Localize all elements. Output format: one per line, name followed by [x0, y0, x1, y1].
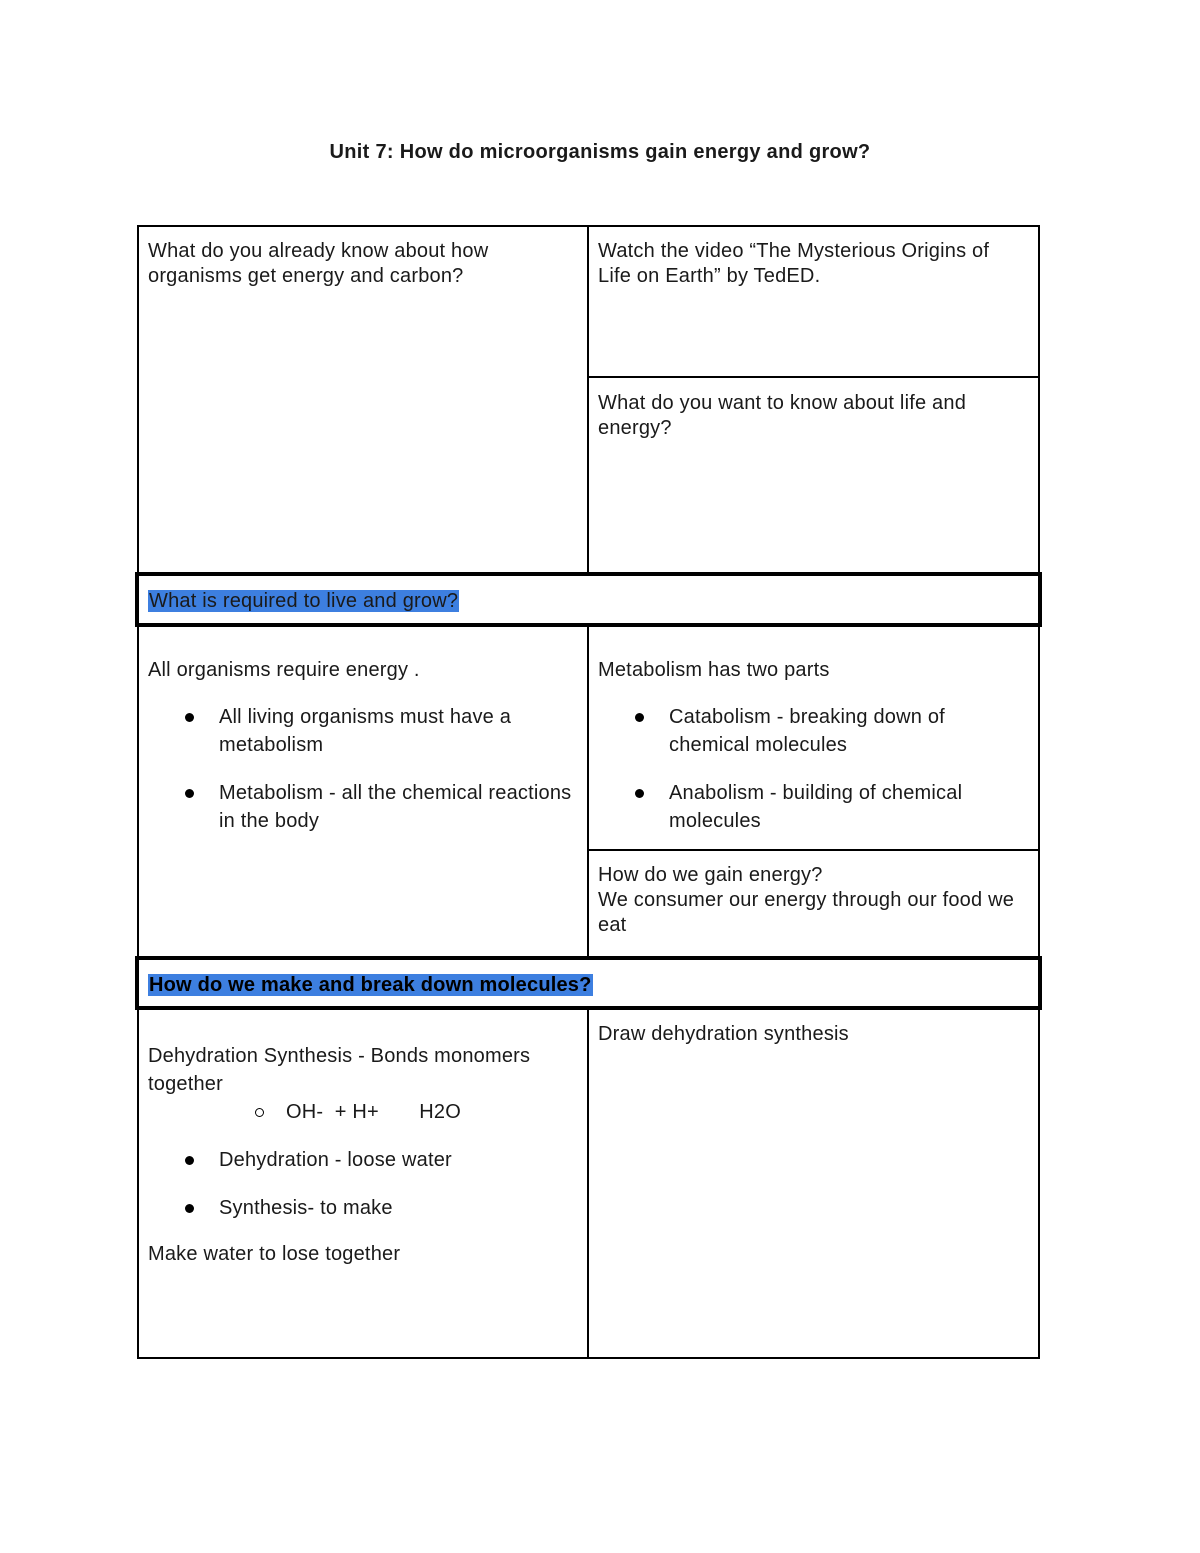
dehydration-cell[interactable] — [148, 1042, 578, 1267]
want-to-know-cell[interactable] — [598, 391, 1023, 441]
metabolism-intro: Metabolism has two parts — [598, 659, 830, 681]
list-item: Synthesis- to make — [148, 1194, 578, 1222]
list-item: Dehydration - loose water — [148, 1146, 578, 1174]
reaction-line: OH- + H+ H2O — [148, 1098, 578, 1126]
dehydration-intro: Dehydration Synthesis - Bonds monomers together — [148, 1045, 531, 1095]
prior-knowledge-prompt: What do you already know about how organisms get energy and carbon? — [148, 240, 489, 287]
gain-energy-question: How do we gain energy? — [598, 864, 823, 886]
list-item: Metabolism - all the chemical reactions in the body — [148, 779, 578, 835]
requirements-intro: All organisms require energy . — [148, 659, 420, 681]
section2-header-text: What is required to live and grow? — [149, 590, 459, 612]
requirements-cell[interactable] — [148, 658, 578, 855]
want-to-know-prompt: What do you want to know about life and energy? — [598, 392, 967, 439]
drawing-cell[interactable] — [598, 1022, 1028, 1047]
bullet-icon — [635, 713, 644, 722]
drawing-prompt: Draw dehydration synthesis — [598, 1023, 849, 1045]
bullet-icon — [185, 1204, 194, 1213]
video-cell[interactable] — [598, 239, 1023, 289]
metabolism-parts-cell[interactable] — [598, 658, 1028, 855]
bullet-icon — [185, 1156, 194, 1165]
bullet-icon — [185, 789, 194, 798]
dehydration-note: Make water to lose together — [148, 1243, 401, 1265]
bullet-icon — [185, 713, 194, 722]
video-prompt: Watch the video “The Mysterious Origins of Life on Earth” by TedED. — [598, 240, 990, 287]
bullet-icon — [635, 789, 644, 798]
gain-energy-cell[interactable] — [598, 863, 1028, 938]
list-item: All living organisms must have a metabolism — [148, 703, 578, 759]
ring-bullet-icon — [255, 1108, 264, 1117]
section2-header — [148, 589, 1028, 614]
list-item: Anabolism - building of chemical molecules — [598, 779, 1028, 835]
section3-header — [148, 973, 1028, 998]
gain-energy-answer: We consumer our energy through our food we eat — [598, 889, 1015, 936]
list-item: Catabolism - breaking down of chemical molecules — [598, 703, 1028, 759]
page-title: Unit 7: How do microorganisms gain energy and grow? — [329, 141, 871, 163]
prior-knowledge-cell[interactable] — [148, 239, 568, 289]
section3-header-text: How do we make and break down molecules? — [149, 974, 592, 996]
